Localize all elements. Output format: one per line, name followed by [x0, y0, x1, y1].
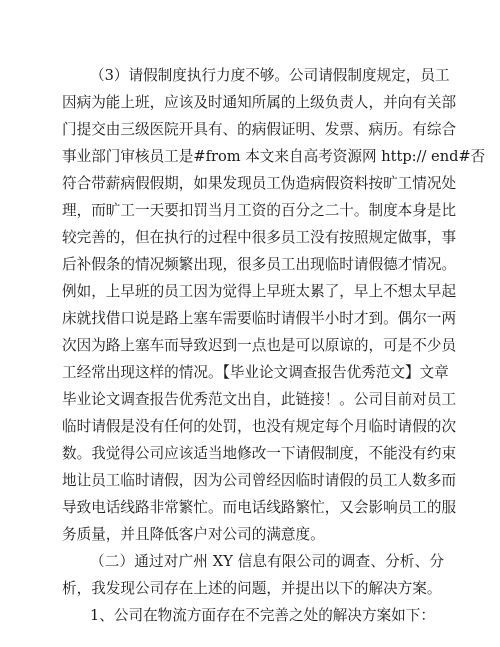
paragraph-line: 地让员工临时请假，因为公司曾经因临时请假的员工人数多而: [62, 472, 457, 489]
paragraph-line: 例如，上早班的员工因为觉得上早班太累了，早上不想太早起: [62, 283, 457, 300]
paragraph-line: 临时请假是没有任何的处罚，也没有规定每个月临时请假的次: [62, 418, 457, 435]
paragraph-line: 1、公司在物流方面存在不完善之处的解决方案如下：: [90, 607, 435, 624]
paragraph-line: （3）请假制度执行力度不够。公司请假制度规定，员工: [90, 67, 450, 84]
paragraph-line: 较完善的，但在执行的过程中很多员工没有按照规定做事，事: [62, 229, 457, 246]
paragraph-line: 数。我觉得公司应该适当地修改一下请假制度，不能没有约束: [62, 445, 457, 462]
paragraph-line: 门提交由三级医院开具有、的病假证明、发票、病历。有综合: [62, 121, 457, 138]
paragraph-line: 毕业论文调查报告优秀范文出自，此链接！。公司目前对员工: [62, 391, 457, 408]
paragraph-line: 析，我发现公司存在上述的问题，并提出以下的解决方案。: [62, 580, 442, 597]
paragraph-line: 床就找借口说是路上塞车需要临时请假半小时才到。偶尔一两: [62, 310, 457, 327]
paragraph-line: 因病为能上班，应该及时通知所属的上级负责人，并向有关部: [62, 94, 457, 111]
paragraph-line: 次因为路上塞车而导致迟到一点也是可以原谅的，可是不少员: [62, 337, 457, 354]
paragraph-line: 事业部门审核员工是#from 本文来自高考资源网 http:// end#否: [62, 148, 486, 165]
paragraph-line: 符合带薪病假假期，如果发现员工伪造病假资料按旷工情况处: [62, 175, 457, 192]
paragraph-line: （二）通过对广州 XY 信息有限公司的调查、分析、分: [90, 553, 444, 570]
paragraph-line: 工经常出现这样的情况。【毕业论文调查报告优秀范文】文章: [62, 364, 449, 381]
paragraph-line: 后补假条的情况频繁出现，很多员工出现临时请假德才情况。: [62, 256, 457, 273]
paragraph-line: 理，而旷工一天要扣罚当月工资的百分之二十。制度本身是比: [62, 202, 457, 219]
paragraph-line: 导致电话线路非常繁忙。而电话线路繁忙，又会影响员工的服: [62, 499, 457, 516]
paragraph-line: 务质量，并且降低客户对公司的满意度。: [62, 526, 325, 543]
